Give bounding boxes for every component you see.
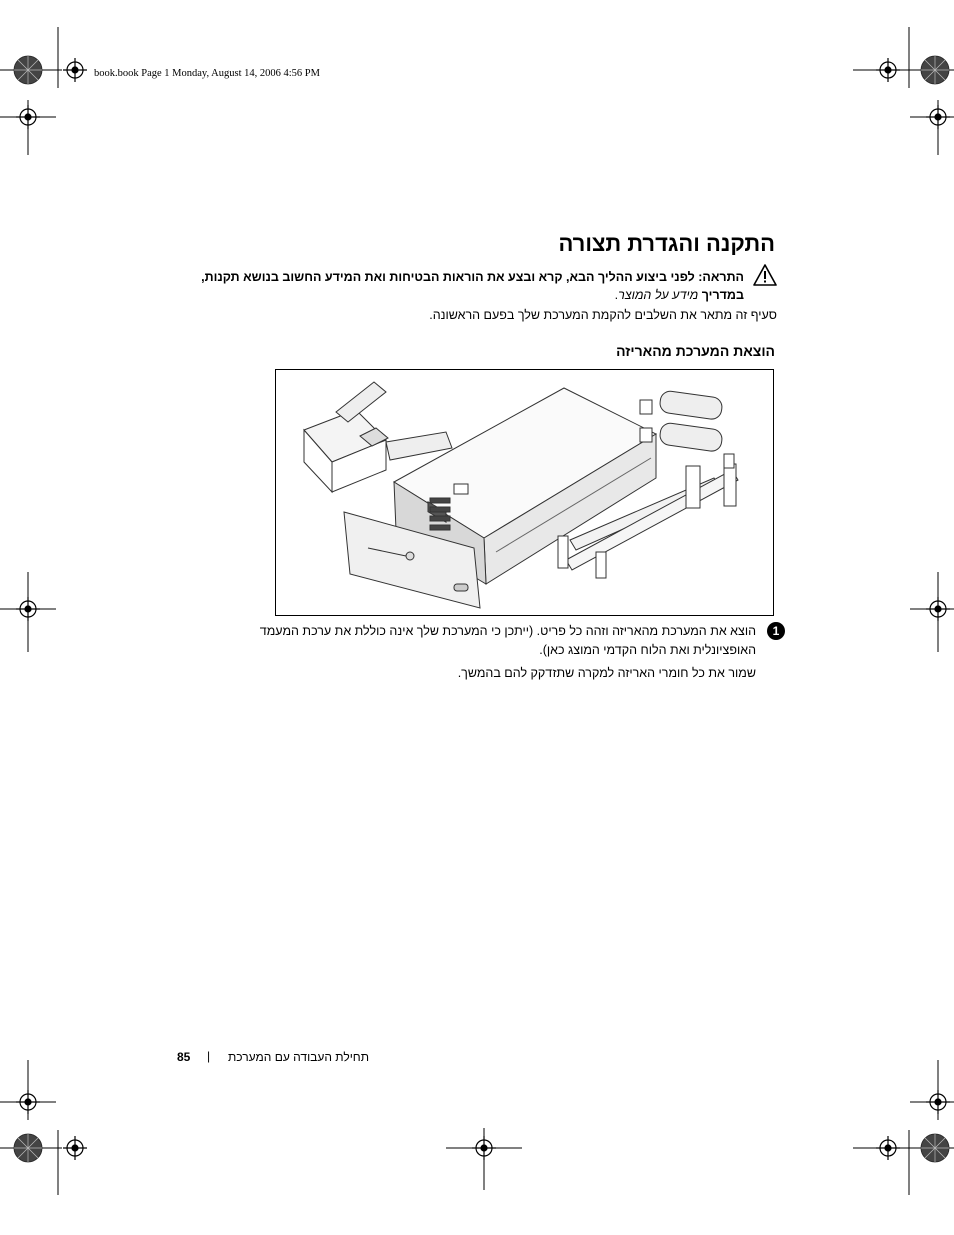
footer-chapter: תחילת העבודה עם המערכת (228, 1050, 369, 1064)
warning-label: התראה: (698, 270, 744, 284)
warning-text (184, 268, 744, 304)
subsection-title: הוצאת המערכת מהאריזה (616, 343, 775, 359)
step-number-badge: 1 (767, 622, 785, 640)
warning-body: לפני ביצוע ההליך הבא, קרא ובצע את הוראות הבטיחות ואת המידע החשוב בנושא תקנות, במדריך (201, 270, 744, 302)
warning-triangle-icon (752, 263, 778, 287)
print-header: book.book Page 1 Monday, August 14, 2006 4:56 PM (94, 68, 320, 79)
server-illustration (276, 370, 773, 615)
footer-separator: | (207, 1049, 211, 1063)
unpacking-figure (275, 369, 774, 616)
intro-paragraph: סעיף זה מתאר את השלבים להקמת המערכת שלך בפעם הראשונה. (429, 308, 777, 322)
page-number: 85 (177, 1050, 191, 1064)
warning-period: . (614, 288, 619, 302)
product-info-guide-title: מידע על המוצר (618, 288, 699, 302)
step-1-continuation: שמור את כל חומרי האריזה למקרה שתזדקק להם בהמשך. (457, 666, 756, 680)
step-1-text: הוצא את המערכת מהאריזה וזהה כל פריט. (ייתכן כי המערכת שלך אינה כוללת את ערכת המעמד האופציונלית ואת הלוח הקדמי המוצג כאן). (259, 624, 756, 657)
section-title: התקנה והגדרת תצורה (558, 231, 775, 256)
